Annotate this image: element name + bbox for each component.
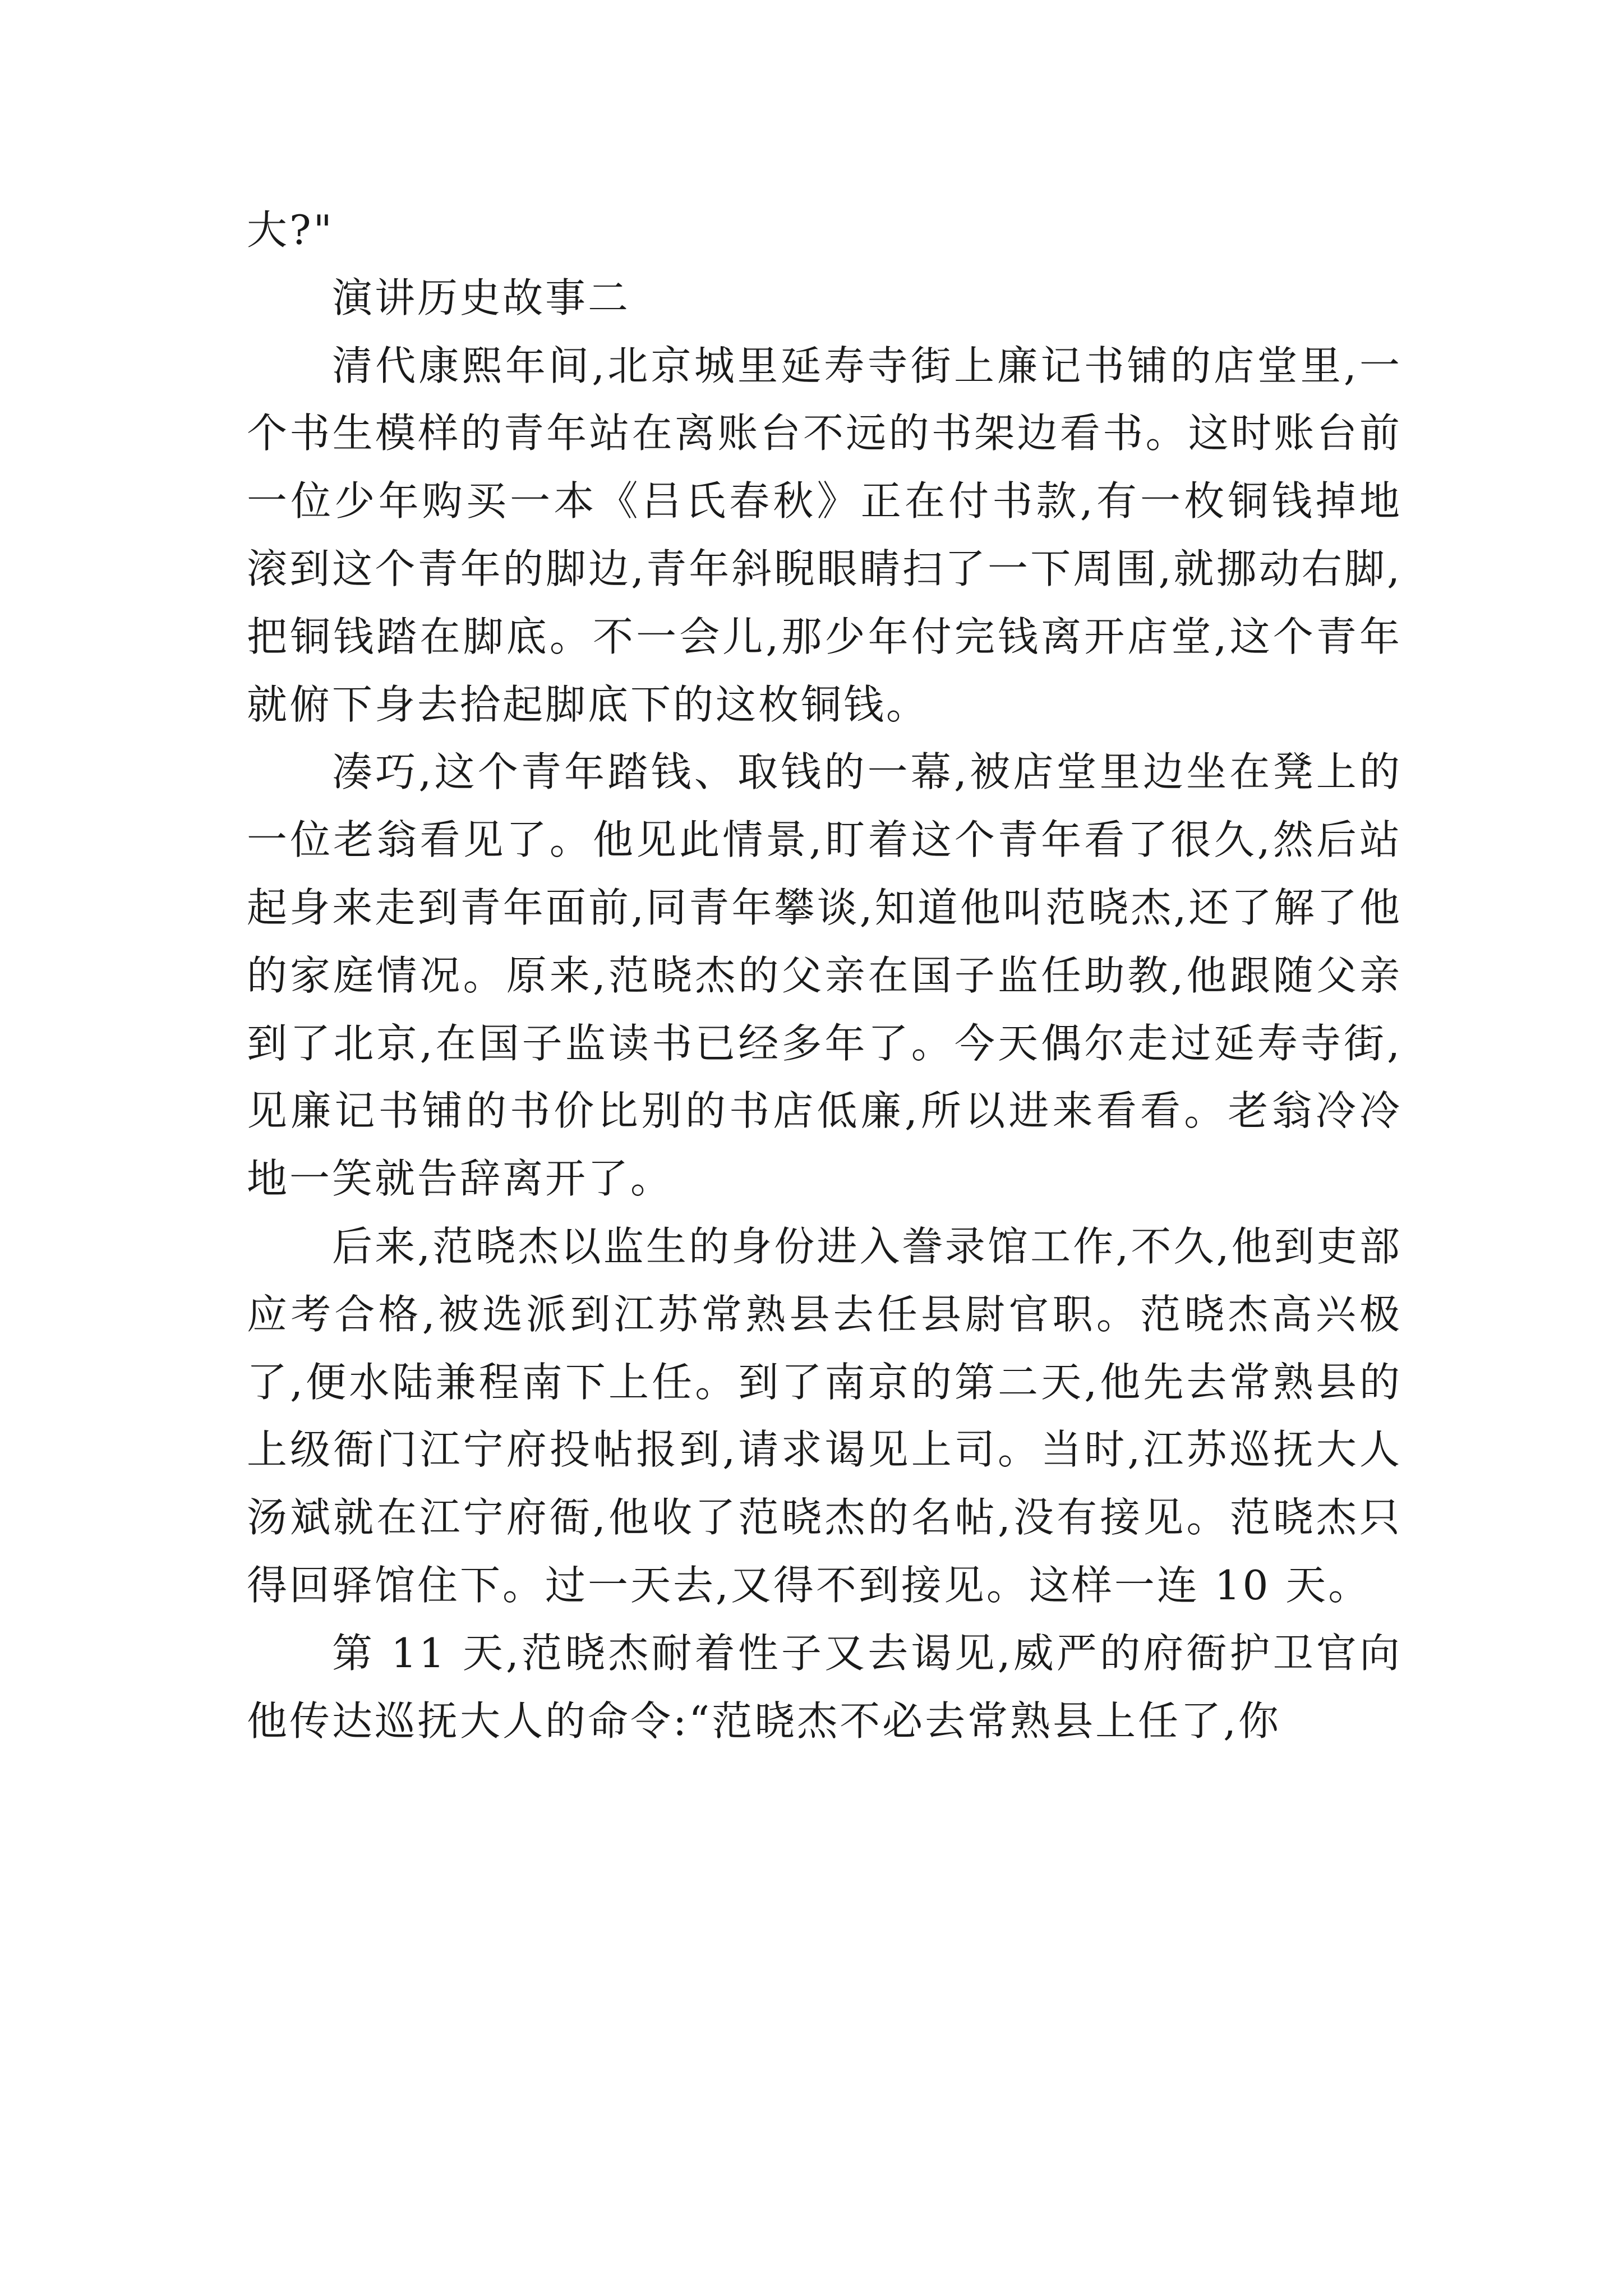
paragraph-1: 清代康熙年间,北京城里延寿寺街上廉记书铺的店堂里,一个书生模样的青年站在离账台不远的书架边看书。这时账台前一位少年购买一本《吕氏春秋》正在付书款,有一枚铜钱掉地滚到这个青年的脚边,青年斜睨眼睛扫了一下周围,就挪动右脚,把铜钱踏在脚底。不一会儿,那少年付完钱离开店堂,这个青年就俯下身去拾起脚底下的这枚铜钱。 bbox=[247, 342, 1402, 728]
paragraph-4: 第 11 天,范晓杰耐着性子又去谒见,威严的府衙护卫官向他传达巡抚大人的命令:“范晓杰不必去常熟县上任了,你 bbox=[247, 1629, 1402, 1745]
leading-fragment: 大?" bbox=[247, 206, 334, 254]
document-body bbox=[247, 196, 1402, 1755]
paragraph-2: 凑巧,这个青年踏钱、取钱的一幕,被店堂里边坐在凳上的一位老翁看见了。他见此情景,盯着这个青年看了很久,然后站起身来走到青年面前,同青年攀谈,知道他叫范晓杰,还了解了他的家庭情况。原来,范晓杰的父亲在国子监任助教,他跟随父亲到了北京,在国子监读书已经多年了。今天偶尔走过延寿寺街,见廉记书铺的书价比别的书店低廉,所以进来看看。老翁冷冷地一笑就告辞离开了。 bbox=[247, 748, 1402, 1203]
paragraph-3: 后来,范晓杰以监生的身份进入誊录馆工作,不久,他到吏部应考合格,被选派到江苏常熟县去任县尉官职。范晓杰高兴极了,便水陆兼程南下上任。到了南京的第二天,他先去常熟县的上级衙门江宁府投帖报到,请求谒见上司。当时,江苏巡抚大人汤斌就在江宁府衙,他收了范晓杰的名帖,没有接见。范晓杰只得回驿馆住下。过一天去,又得不到接见。这样一连 10 天。 bbox=[247, 1222, 1402, 1609]
section-heading: 演讲历史故事二 bbox=[332, 274, 631, 321]
